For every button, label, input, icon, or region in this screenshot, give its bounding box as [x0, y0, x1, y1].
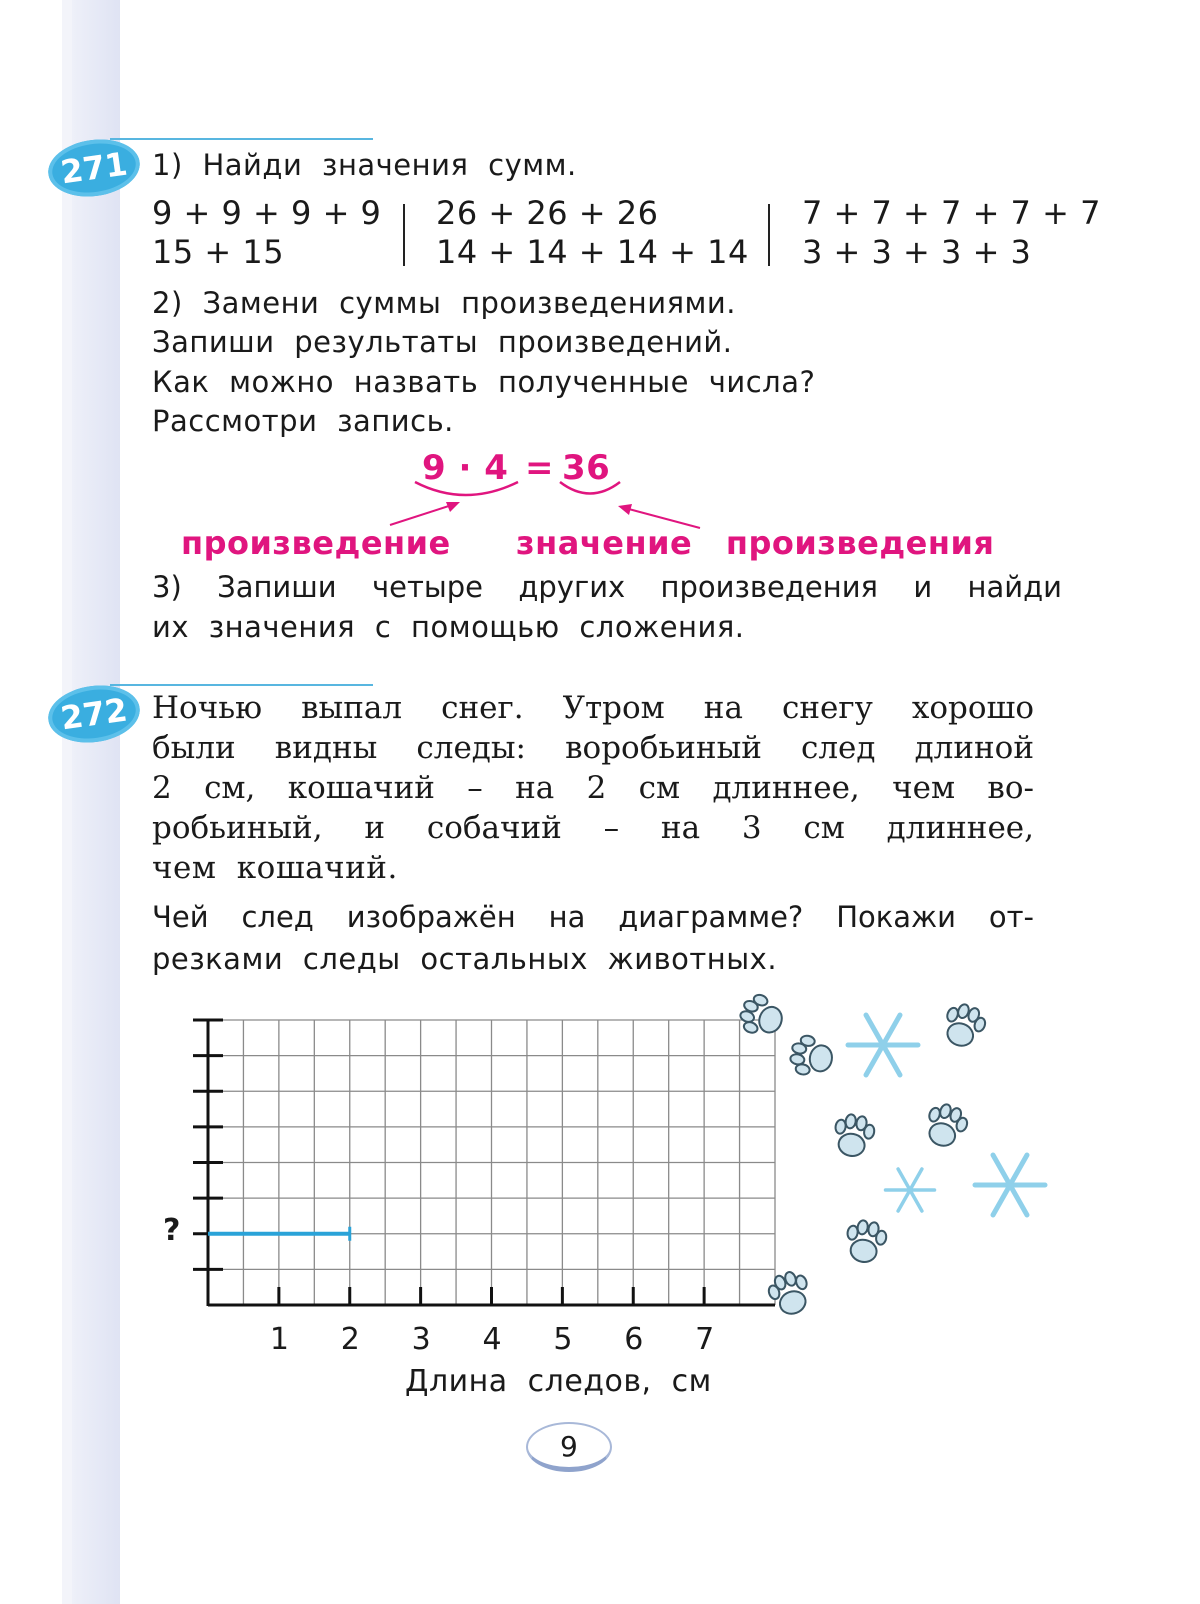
x-tick-label: 7: [695, 1322, 715, 1357]
sum-expression: 9 + 9 + 9 + 9: [152, 194, 382, 232]
formula-equals: =: [525, 448, 554, 488]
task-1: 1) Найди значения сумм.: [152, 148, 577, 182]
paw-print-icon: [939, 1000, 990, 1052]
task-3-line: их значения с помощью сложения.: [152, 610, 745, 644]
task-2-line: Запиши результаты произведений.: [152, 325, 733, 359]
x-tick-label: 1: [269, 1322, 290, 1357]
sum-expression: 26 + 26 + 26: [436, 194, 659, 232]
paw-print-icon: [921, 1100, 972, 1152]
x-tick-label: 5: [553, 1322, 573, 1357]
sum-expression: 7 + 7 + 7 + 7 + 7: [802, 194, 1101, 232]
snowflake-icon: [848, 1015, 918, 1075]
paw-print-icon: [765, 1267, 816, 1319]
task-2-line: 2) Замени суммы произведениями.: [152, 286, 736, 320]
story-line: робьиный, и собачий – на 3 см длиннее,: [152, 810, 1034, 846]
question-line: Чей след изображён на диаграмме? Покажи от-: [152, 900, 1034, 934]
snowflake-icon: [886, 1169, 935, 1211]
y-category-label: ?: [163, 1213, 181, 1248]
label-product-value: значение произведения: [516, 524, 995, 562]
task-3-line: 3) Запиши четыре других произведения и найди: [152, 570, 1062, 604]
sum-expression: 15 + 15: [152, 233, 285, 271]
task-2-line: Рассмотри запись.: [152, 404, 454, 438]
exercise-number-272: 272: [45, 680, 144, 748]
paw-print-icon: [788, 1033, 835, 1079]
exercise-number-271: 271: [45, 134, 144, 202]
sum-expression: 3 + 3 + 3 + 3: [802, 233, 1032, 271]
task-2-line: Как можно назвать полученные числа?: [152, 365, 816, 399]
story-line: чем кошачий.: [152, 850, 398, 886]
story-line: были видны следы: воробьиный след длиной: [152, 730, 1034, 766]
formula-product: 9 · 4: [422, 448, 509, 488]
x-tick-label: 3: [411, 1322, 432, 1357]
x-axis-label: Длина следов, см: [405, 1364, 712, 1399]
question-line: резками следы остальных животных.: [152, 942, 778, 976]
story-line: Ночью выпал снег. Утром на снегу хорошо: [152, 690, 1034, 726]
x-tick-label: 2: [340, 1322, 361, 1357]
x-tick-label: 4: [482, 1322, 503, 1357]
label-product: произведение: [181, 524, 451, 562]
snow-footprints-illustration: [735, 985, 1065, 1335]
x-tick-label: 6: [624, 1322, 644, 1357]
sum-expression: 14 + 14 + 14 + 14: [436, 233, 749, 271]
formula-result: 36: [562, 448, 611, 488]
paw-print-icon: [736, 991, 788, 1042]
page-number: 9: [560, 1430, 579, 1463]
story-line: 2 см, кошачий – на 2 см длиннее, чем во-: [152, 770, 1034, 806]
paw-print-icon: [843, 1218, 889, 1265]
snowflake-icon: [975, 1155, 1045, 1215]
paw-print-icon: [831, 1112, 877, 1159]
